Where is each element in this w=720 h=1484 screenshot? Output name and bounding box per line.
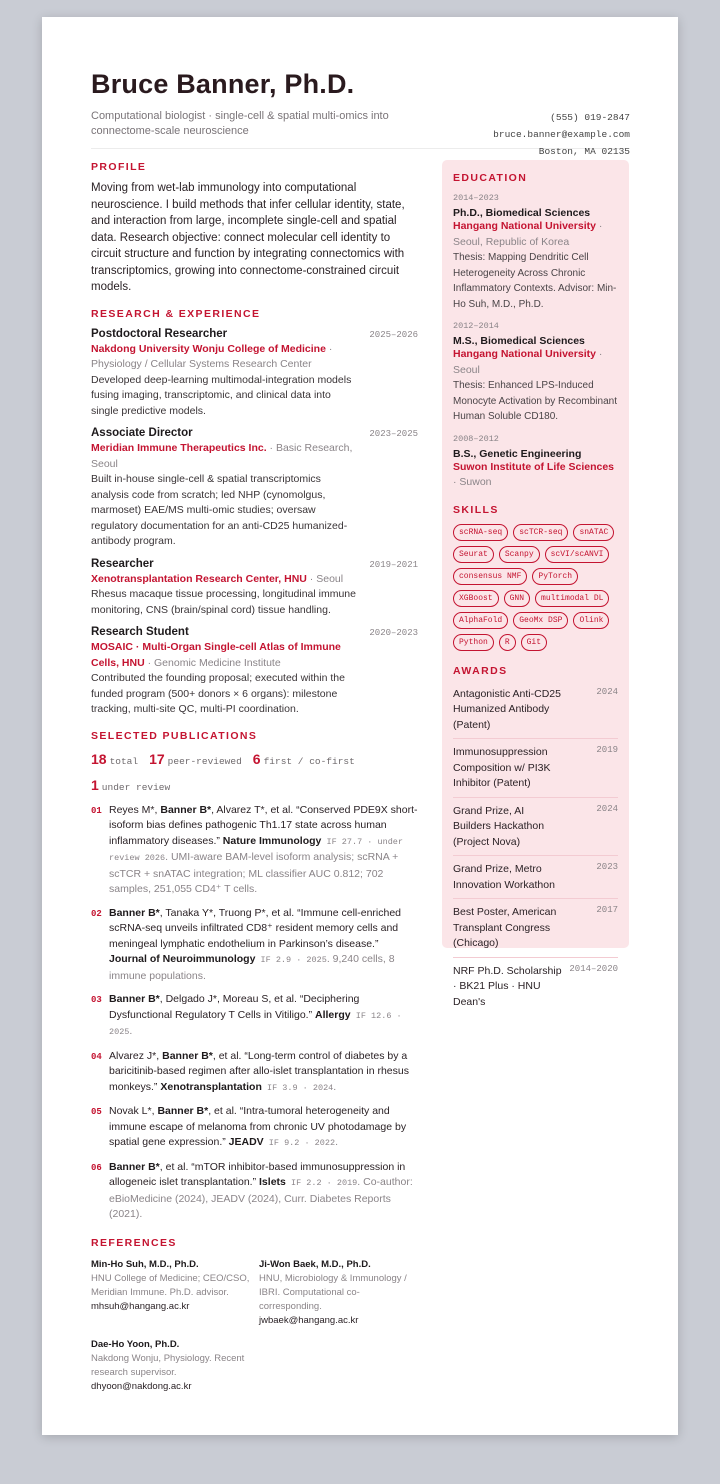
- publication-citation: [109, 1104, 418, 1152]
- citation-note: . 9,240 cells, 8 immune populations.: [109, 953, 395, 982]
- publication-number: 04: [91, 1051, 102, 1062]
- job-organization: [91, 342, 353, 373]
- school-location: · Suwon: [453, 476, 492, 488]
- organization-department: · Genomic Medicine Institute: [144, 656, 281, 669]
- school-name: Suwon Institute of Life Sciences: [453, 460, 615, 473]
- stat-count: 18: [91, 750, 107, 767]
- resume-header: [91, 69, 630, 157]
- citation-impact-factor: IF 12.6 · 2025: [109, 1010, 402, 1037]
- education-institution: [453, 460, 618, 491]
- stat-label: first / co-first: [263, 755, 355, 767]
- award-item: [453, 958, 618, 1016]
- job-organization: [91, 640, 353, 671]
- skill-chip: Python: [453, 634, 494, 651]
- citation-journal: JEADV: [228, 1136, 264, 1148]
- resume-page: [42, 17, 678, 1435]
- award-name: NRF Ph.D. Scholarship · BK21 Plus · HNU Dean's: [453, 964, 562, 1008]
- reference-item: [91, 1258, 259, 1328]
- citation-authors-before: Reyes M*,: [109, 803, 161, 816]
- publication-item: [91, 906, 418, 985]
- experience-item: [91, 558, 418, 619]
- education-dates: 2014–2023: [453, 193, 499, 203]
- citation-impact-factor: IF 2.9 · 2025: [255, 955, 327, 965]
- skill-chip: AlphaFold: [453, 612, 508, 629]
- award-year: 2019: [596, 745, 618, 755]
- stat-count: 17: [149, 750, 165, 767]
- stat-count: 1: [91, 776, 99, 793]
- stat-label: total: [109, 755, 139, 767]
- award-item: [453, 856, 618, 899]
- publication-item: [91, 1160, 418, 1223]
- profile-text: Moving from wet-lab immunology into computational neuroscience. I build methods that infer cellular identity, state, and interaction from large, incomplete single-cell and spatial data. Research objective: connect molecular cell identity to circuit structure and function by integrating connectomics with transcriptomics, growing into connectome-constrained circuit models.: [91, 182, 405, 293]
- reference-email[interactable]: dhyoon@nakdong.ac.kr: [91, 1380, 192, 1392]
- job-organization: [91, 441, 353, 472]
- award-name: Grand Prize, AI Builders Hackathon (Project Nova): [453, 804, 545, 848]
- skills-list: [453, 524, 618, 651]
- award-name: Best Poster, American Transplant Congress (Chicago): [453, 906, 557, 949]
- citation-impact-factor: IF 3.9 · 2024: [261, 1082, 334, 1093]
- skill-chip: Seurat: [453, 546, 494, 563]
- job-description: Built in-house single-cell & spatial transcriptomics analysis code from scratch; led NHP (cynomolgus, marmoset) EAE/MS multi-omic studies; oversaw regulatory documentation for an anti-CD25 humanized-antibody program.: [91, 473, 348, 547]
- skill-chip: PyTorch: [532, 568, 578, 585]
- education-item: [453, 193, 618, 312]
- citation-title: , et al. “Long-term control of diabetes by a baricitinib-based regimen after allo-islet transplantation in rhesus monkeys.”: [109, 1049, 409, 1093]
- contact-block: [493, 109, 630, 160]
- publication-stat: [149, 751, 242, 769]
- citation-journal: Islets: [259, 1176, 286, 1188]
- skill-chip: Scanpy: [499, 546, 540, 563]
- citation-self-author: Banner B*: [157, 1105, 209, 1117]
- email-address[interactable]: bruce.banner@example.com: [493, 129, 630, 140]
- education-list: [453, 193, 618, 491]
- publication-citation: [109, 1160, 418, 1223]
- citation-journal: Journal of Neuroimmunology: [109, 953, 256, 965]
- citation-title: , Alvarez T*, et al. “Conserved PDE9X short-isoform bias defines pathogenic Th1.17 state across human inflammatory diseases.”: [109, 803, 418, 847]
- citation-self-author: Banner B*: [109, 906, 160, 919]
- reference-name: Min-Ho Suh, M.D., Ph.D.: [91, 1258, 199, 1270]
- job-organization: [91, 572, 353, 588]
- citation-journal: Allergy: [315, 1008, 351, 1021]
- skill-chip: R: [499, 634, 516, 651]
- skill-chip: GeoMx DSP: [513, 612, 568, 629]
- experience-header: [91, 427, 418, 439]
- reference-name: Dae-Ho Yoon, Ph.D.: [91, 1338, 180, 1350]
- skill-chip: GNN: [504, 590, 530, 607]
- publications-heading: SELECTED PUBLICATIONS: [91, 729, 258, 742]
- skill-chip: Olink: [573, 612, 609, 629]
- citation-note: . Co-author: eBioMedicine (2024), JEADV (2024), Curr. Diabetes Reports (2021).: [109, 1176, 413, 1220]
- citation-self-author: Banner B*: [109, 993, 160, 1005]
- reference-email[interactable]: jwbaek@hangang.ac.kr: [259, 1314, 359, 1326]
- experience-item: [91, 427, 418, 550]
- publication-stat: [91, 777, 170, 795]
- citation-title: , et al. “mTOR inhibitor-based immunosuppression in allogeneic islet transplantation.”: [109, 1160, 406, 1188]
- location: Boston, MA 02135: [538, 146, 630, 157]
- award-name: Immunosuppression Composition w/ PI3K Inhibitor (Patent): [453, 746, 551, 789]
- experience-header: [91, 558, 418, 570]
- education-thesis: Thesis: Mapping Dendritic Cell Heterogeneity Across Chronic Inflammatory Contexts. Advisor: Min-Ho Suh, M.D., Ph.D.: [453, 252, 617, 310]
- job-title: Postdoctoral Researcher: [91, 327, 228, 340]
- phone-number: (555) 019-2847: [550, 112, 630, 123]
- award-year: 2024: [596, 803, 618, 814]
- skill-chip: multimodal DL: [535, 590, 609, 607]
- award-year: 2023: [596, 862, 618, 872]
- education-institution: [453, 347, 618, 378]
- education-item: [453, 321, 618, 425]
- citation-authors-before: Novak L*,: [109, 1105, 158, 1117]
- school-name: Hangang National University: [453, 220, 596, 232]
- job-title: Researcher: [91, 557, 154, 570]
- stat-label: peer-reviewed: [167, 755, 242, 767]
- publication-number: 05: [91, 1107, 102, 1117]
- education-heading: EDUCATION: [453, 172, 528, 184]
- award-year: 2014–2020: [569, 963, 618, 974]
- reference-description: HNU, Microbiology & Immunology / IBRI. Computational co-corresponding.: [259, 1272, 407, 1312]
- organization-name: Nakdong University Wonju College of Medicine: [91, 342, 326, 355]
- publication-item: [91, 1049, 418, 1097]
- experience-heading: RESEARCH & EXPERIENCE: [91, 307, 261, 320]
- citation-title: , Delgado J*, Moreau S, et al. “Deciphering Dysfunctional Regulatory T Cells in Vitiligo.”: [109, 993, 360, 1021]
- citation-title: , Tanaka Y*, Truong P*, et al. “Immune cell-enriched scRNA-seq unveils infiltrated CD8⁺ resident memory cells and meningeal lymphatic endothelium in Parkinson’s disease.”: [109, 906, 402, 950]
- skills-heading: SKILLS: [453, 503, 499, 516]
- education-degree: B.S., Genetic Engineering: [453, 447, 582, 460]
- publication-item: [91, 992, 418, 1041]
- publication-stats: [91, 751, 371, 795]
- award-name: Antagonistic Anti-CD25 Humanized Antibody (Patent): [453, 687, 561, 731]
- citation-impact-factor: IF 2.2 · 2019: [285, 1178, 358, 1188]
- stat-count: 6: [252, 750, 261, 767]
- education-dates: 2012–2014: [453, 321, 499, 331]
- reference-email[interactable]: mhsuh@hangang.ac.kr: [91, 1300, 190, 1312]
- school-location: · Seoul: [453, 348, 603, 376]
- skill-chip: snATAC: [573, 524, 614, 541]
- experience-header: [91, 626, 418, 638]
- reference-item: [259, 1258, 427, 1328]
- skill-chip: consensus NMF: [453, 568, 527, 585]
- citation-journal: Nature Immunology: [222, 834, 322, 847]
- job-title: Associate Director: [91, 427, 193, 439]
- education-dates: 2008–2012: [453, 433, 499, 444]
- education-degree: M.S., Biomedical Sciences: [453, 335, 585, 347]
- citation-impact-factor: IF 27.7 · under review 2026: [109, 836, 404, 863]
- tagline: Computational biologist · single-cell & spatial multi-omics into connectome-scale neuroscience: [91, 110, 389, 137]
- job-title: Research Student: [91, 626, 189, 638]
- skill-chip: scRNA-seq: [453, 524, 508, 541]
- citation-note: .: [335, 1136, 339, 1148]
- job-description: Contributed the founding proposal; executed within the funded program (500+ donors × 6 organs): milestone tracking, multi-site QC, multi-PI coordination.: [91, 672, 345, 715]
- award-year: 2024: [596, 686, 618, 697]
- school-location: · Seoul, Republic of Korea: [453, 220, 603, 248]
- publication-stat: [253, 751, 355, 769]
- citation-note: .: [129, 1025, 133, 1037]
- award-year: 2017: [596, 905, 618, 915]
- organization-department: · Physiology / Cellular Systems Research Center: [91, 342, 333, 370]
- publication-item: [91, 1104, 418, 1152]
- job-dates: 2020–2023: [369, 628, 418, 638]
- publication-number: 03: [91, 995, 102, 1005]
- references-heading: REFERENCES: [91, 1236, 177, 1249]
- education-institution: [453, 219, 618, 250]
- citation-note: . UMI-aware BAM-level isoform analysis; scRNA + scTCR + snATAC integration; ML classifier AUC 0.812; 702 samples, 251,055 CD4⁺ T cells.: [109, 851, 399, 895]
- publication-citation: [109, 803, 418, 898]
- awards-heading: AWARDS: [453, 664, 508, 677]
- profile-heading: PROFILE: [91, 161, 147, 173]
- education-item: [453, 434, 618, 491]
- citation-self-author: Banner B*: [109, 1160, 160, 1173]
- award-item: [453, 798, 618, 857]
- reference-description: Nakdong Wonju, Physiology. Recent research supervisor.: [91, 1352, 245, 1378]
- job-dates: 2019–2021: [369, 559, 418, 570]
- job-dates: 2023–2025: [369, 429, 418, 439]
- job-dates: 2025–2026: [369, 329, 418, 340]
- organization-name: Xenotransplantation Research Center, HNU: [91, 572, 307, 585]
- job-description: Developed deep-learning multimodal-integration models fusing imaging, transcriptomic, and clinical data into single predictive models.: [91, 373, 352, 417]
- citation-title: , et al. “Intra-tumoral heterogeneity and immune escape of melanoma from chronic UV photodamage by spatial gene expression.”: [109, 1105, 407, 1148]
- experience-item: [91, 626, 418, 718]
- publication-citation: [109, 992, 418, 1041]
- education-degree: Ph.D., Biomedical Sciences: [453, 207, 591, 219]
- school-name: Hangang National University: [453, 348, 596, 360]
- citation-self-author: Banner B*: [160, 803, 212, 816]
- citation-note: .: [333, 1080, 337, 1093]
- citation-self-author: Banner B*: [162, 1049, 213, 1062]
- skill-chip: scVI/scANVI: [545, 546, 610, 563]
- award-item: [453, 681, 618, 740]
- publication-citation: [109, 906, 418, 985]
- references-list: [91, 1258, 418, 1394]
- reference-item: [91, 1338, 259, 1394]
- job-description: Rhesus macaque tissue processing, longitudinal immune monitoring, CNS (brain/spinal cord) tissue handling.: [91, 588, 356, 616]
- publication-number: 01: [91, 805, 102, 816]
- publication-number: 02: [91, 908, 102, 919]
- award-name: Grand Prize, Metro Innovation Workathon: [453, 863, 555, 891]
- skill-chip: Git: [521, 634, 547, 651]
- publication-stat: [91, 751, 138, 769]
- publication-citation: [109, 1049, 418, 1097]
- publication-number: 06: [91, 1162, 102, 1173]
- candidate-name: Bruce Banner, Ph.D.: [91, 69, 355, 99]
- citation-authors-before: Alvarez J*,: [109, 1049, 163, 1062]
- stat-label: under review: [101, 781, 171, 793]
- experience-item: [91, 328, 418, 420]
- experience-list: [91, 328, 418, 718]
- reference-description: HNU College of Medicine; CEO/CSO, Meridian Immune. Ph.D. advisor.: [91, 1272, 250, 1298]
- experience-header: [91, 328, 418, 340]
- main-column: [91, 161, 418, 1394]
- organization-department: · Seoul: [306, 572, 344, 585]
- citation-impact-factor: IF 9.2 · 2022: [263, 1138, 336, 1148]
- publication-list: [91, 803, 418, 1223]
- citation-journal: Xenotransplantation: [160, 1080, 262, 1093]
- awards-list: [453, 681, 618, 1016]
- skill-chip: XGBoost: [453, 590, 499, 607]
- publication-item: [91, 803, 418, 898]
- sidebar: [442, 160, 629, 1008]
- award-item: [453, 899, 618, 958]
- organization-name: Meridian Immune Therapeutics Inc.: [91, 442, 267, 454]
- reference-name: Ji-Won Baek, M.D., Ph.D.: [259, 1258, 371, 1270]
- skill-chip: scTCR-seq: [513, 524, 568, 541]
- education-thesis: Thesis: Enhanced LPS-Induced Monocyte Activation by Recombinant Human Soluble CD180.: [453, 380, 617, 422]
- organization-department: · Basic Research, Seoul: [91, 442, 353, 470]
- organization-name: MOSAIC · Multi-Organ Single-cell Atlas of Immune Cells, HNU: [91, 641, 341, 669]
- award-item: [453, 739, 618, 798]
